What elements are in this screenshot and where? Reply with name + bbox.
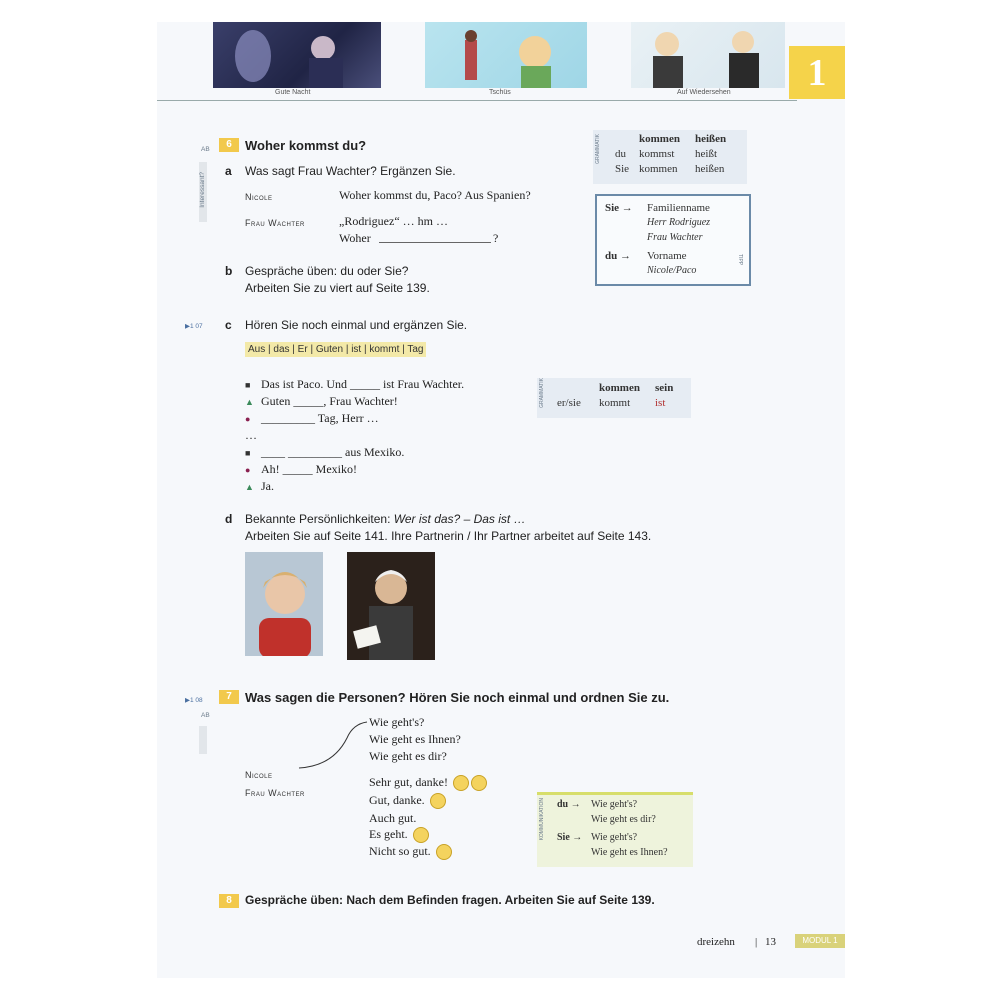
- tip-example: Nicole/Paco: [647, 265, 697, 276]
- instruction-d: [245, 512, 526, 526]
- gap-line: _________ Tag, Herr …: [261, 411, 379, 425]
- photo-person-2: [347, 552, 435, 660]
- side-tab: [199, 726, 207, 754]
- phrase-question: Wie geht es Ihnen?: [369, 732, 461, 746]
- instruction-d2: Arbeiten Sie auf Seite 141. Ihre Partnerin / Ihr Partner arbeitet auf Seite 143.: [245, 529, 652, 543]
- instruction-c: Hören Sie noch einmal und ergänzen Sie.: [245, 318, 468, 332]
- grammar-header: heißen: [695, 133, 727, 145]
- dialogue-line: Woher: [339, 231, 371, 245]
- bullet-square: ■: [245, 380, 251, 390]
- answer-text: Gut, danke.: [369, 793, 425, 807]
- banner-image-night: [213, 22, 381, 88]
- ab-label: AB: [201, 146, 210, 153]
- tip-label: Familienname: [647, 202, 710, 214]
- exercise-title: Woher kommst du?: [245, 138, 367, 153]
- communication-tag: KOMMUNIKATION: [539, 798, 545, 841]
- tip-du: du →: [605, 250, 631, 262]
- grammar-form: kommen: [639, 163, 678, 175]
- phrase-answer: [369, 775, 487, 791]
- gap-line: Das ist Paco. Und _____ ist Frau Wachter.: [261, 377, 465, 391]
- comm-sie: Sie →: [557, 832, 583, 843]
- exercise-number: 8: [219, 894, 239, 908]
- tip-example: Frau Wachter: [647, 232, 703, 243]
- speaker-wachter: Frau Wachter: [245, 788, 305, 798]
- banner: [157, 22, 845, 100]
- grammar-form: kommt: [599, 397, 631, 409]
- item-letter-b: b: [225, 264, 233, 278]
- item-letter-d: d: [225, 512, 233, 526]
- grammar-form: kommst: [639, 148, 675, 160]
- phrase-answer: [369, 844, 452, 860]
- grammar-header: kommen: [599, 382, 640, 394]
- smiley-happy-icon: [430, 793, 446, 809]
- audio-track[interactable]: ▶1 08: [185, 697, 203, 704]
- grammar-pronoun: er/sie: [557, 397, 581, 409]
- item-letter-a: a: [225, 164, 232, 178]
- comm-phrase: Wie geht es Ihnen?: [591, 847, 668, 858]
- speaker-wachter: Frau Wachter: [245, 218, 305, 228]
- gap-line: ____ _________ aus Mexiko.: [261, 445, 405, 459]
- phrase-question: Wie geht's?: [369, 715, 425, 729]
- smiley-very-happy-icon: [453, 775, 469, 791]
- gap-line: Ah! _____ Mexiko!: [261, 462, 357, 476]
- grammar-form: heißen: [695, 163, 725, 175]
- grammar-tag: GRAMMATIK: [539, 378, 545, 408]
- gap-line: Guten _____, Frau Wachter!: [261, 394, 398, 408]
- exercise-number: 6: [219, 138, 239, 152]
- phrase-answer: [369, 793, 446, 809]
- page-word: dreizehn: [697, 936, 735, 948]
- phrase-question: Wie geht es dir?: [369, 749, 447, 763]
- phrase-answer: [369, 827, 429, 843]
- gap-line: Ja.: [261, 479, 274, 493]
- comm-phrase: Wie geht's?: [591, 832, 638, 843]
- dialogue-line: ?: [493, 231, 499, 245]
- instruction-a: Was sagt Frau Wachter? Ergänzen Sie.: [245, 164, 456, 178]
- item-letter-c: c: [225, 318, 232, 332]
- grammar-header: kommen: [639, 133, 680, 145]
- instruction-b2: Arbeiten Sie zu viert auf Seite 139.: [245, 281, 430, 295]
- dialogue-line: „Rodriguez“ … hm …: [339, 214, 448, 228]
- banner-rule: [157, 100, 797, 101]
- comm-du: du →: [557, 799, 581, 810]
- instruction-d-text: Bekannte Persönlichkeiten:: [245, 512, 394, 526]
- connector-line: [287, 712, 377, 776]
- blank-line: [379, 242, 491, 243]
- tip-tag: TIPP: [737, 254, 743, 266]
- module-badge: MODUL 1: [795, 934, 845, 948]
- caption-bye: Tschüs: [489, 89, 511, 96]
- gap-line: …: [245, 428, 257, 442]
- dialogue-line: Woher kommst du, Paco? Aus Spanien?: [339, 188, 531, 202]
- caption-goodbye: Auf Wiedersehen: [677, 89, 731, 96]
- footer-separator: |: [755, 936, 758, 948]
- grammar-form: heißt: [695, 148, 717, 160]
- bullet-circle: ●: [245, 414, 251, 424]
- bullet-circle: ●: [245, 465, 251, 475]
- banner-image-goodbye: [631, 22, 785, 88]
- speaker-nicole: Nicole: [245, 192, 273, 202]
- comm-phrase: Wie geht's?: [591, 799, 638, 810]
- speaker-nicole: Nicole: [245, 770, 273, 780]
- comm-phrase: Wie geht es dir?: [591, 814, 656, 825]
- grammar-pronoun: du: [615, 148, 626, 160]
- exercise-title: Gespräche üben: Nach dem Befinden fragen. Arbeiten Sie auf Seite 139.: [245, 893, 655, 907]
- instruction-b: Gespräche üben: du oder Sie?: [245, 264, 409, 278]
- smiley-neutral-icon: [413, 827, 429, 843]
- grammar-form: ist: [655, 397, 666, 409]
- smiley-sad-icon: [436, 844, 452, 860]
- grammar-pronoun: Sie: [615, 163, 630, 175]
- answer-text: Es geht.: [369, 827, 408, 841]
- bullet-triangle: ▲: [245, 397, 254, 407]
- exercise-title: Was sagen die Personen? Hören Sie noch einmal und ordnen Sie zu.: [245, 690, 670, 705]
- word-bank: Aus | das | Er | Guten | ist | kommt | Tag: [245, 342, 426, 357]
- side-label: Interessant?: [199, 172, 206, 208]
- audio-track[interactable]: ▶1 07: [185, 323, 203, 330]
- phrase-answer: Auch gut.: [369, 811, 417, 825]
- grammar-tag: GRAMMATIK: [595, 134, 601, 164]
- bullet-triangle: ▲: [245, 482, 254, 492]
- textbook-page: [157, 22, 845, 978]
- smiley-very-happy-icon: [471, 775, 487, 791]
- tip-sie: Sie →: [605, 202, 633, 214]
- answer-text: Sehr gut, danke!: [369, 775, 448, 789]
- exercise-number: 7: [219, 690, 239, 704]
- ab-label: AB: [201, 712, 210, 719]
- bullet-square: ■: [245, 448, 251, 458]
- grammar-header: sein: [655, 382, 674, 394]
- answer-text: Nicht so gut.: [369, 844, 431, 858]
- instruction-d-question: Wer ist das? – Das ist …: [393, 512, 526, 526]
- tip-label: Vorname: [647, 250, 687, 262]
- page-number: 13: [765, 936, 776, 948]
- caption-night: Gute Nacht: [275, 89, 311, 96]
- photo-person-1: [245, 552, 323, 656]
- banner-image-bye: [425, 22, 587, 88]
- tip-example: Herr Rodriguez: [647, 217, 711, 228]
- chapter-number: 1: [789, 46, 845, 99]
